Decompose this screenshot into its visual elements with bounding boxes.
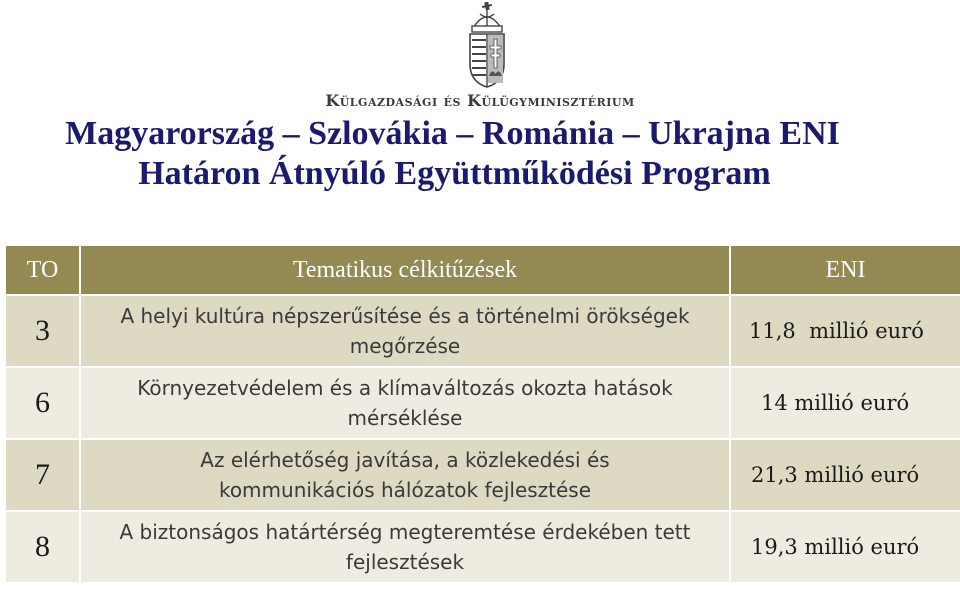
row-eni-amount: 11,8 millió euró (730, 295, 960, 367)
table-row (5, 439, 960, 511)
row-to: 6 (5, 367, 80, 439)
row-to: 7 (5, 439, 80, 511)
title-line-1: Magyarország – Szlovákia – Románia – Ukrajna ENI (65, 115, 840, 152)
ministry-logo (0, 0, 960, 112)
row-objective (80, 511, 730, 583)
row-eni-amount: 21,3 millió euró (730, 439, 960, 511)
row-objective-line-1: Az elérhetőség javítása, a közlekedési és (200, 448, 610, 472)
row-objective-line-2: fejlesztések (345, 550, 465, 574)
row-to: 8 (5, 511, 80, 583)
header-eni: ENI (730, 245, 960, 295)
row-objective-line-1: A helyi kultúra népszerűsítése és a történelmi örökségek (120, 304, 690, 328)
page-title (0, 114, 905, 194)
hungarian-coat-of-arms-icon (463, 2, 511, 88)
row-objective-line-2: mérséklése (347, 406, 463, 430)
row-objective-line-2: kommunikációs hálózatok fejlesztése (218, 478, 592, 502)
title-line-2: Határon Átnyúló Együttműködési Program (138, 155, 771, 192)
row-eni-amount: 14 millió euró (730, 367, 960, 439)
table-header-row (5, 245, 960, 295)
objectives-table (4, 244, 960, 584)
table-row (5, 367, 960, 439)
row-objective-line-2: megőrzése (349, 334, 461, 358)
row-objective (80, 439, 730, 511)
row-to: 3 (5, 295, 80, 367)
ministry-name: Külgazdasági és Külügyminisztérium (325, 91, 635, 110)
row-objective-line-1: Környezetvédelem és a klímaváltozás okozta hatások (137, 376, 673, 400)
row-eni-amount: 19,3 millió euró (730, 511, 960, 583)
row-objective (80, 367, 730, 439)
row-objective (80, 295, 730, 367)
header-objectives: Tematikus célkitűzések (80, 245, 730, 295)
row-objective-line-1: A biztonságos határtérség megteremtése érdekében tett (119, 520, 691, 544)
header-to: TO (5, 245, 80, 295)
table-row (5, 511, 960, 583)
table-row (5, 295, 960, 367)
